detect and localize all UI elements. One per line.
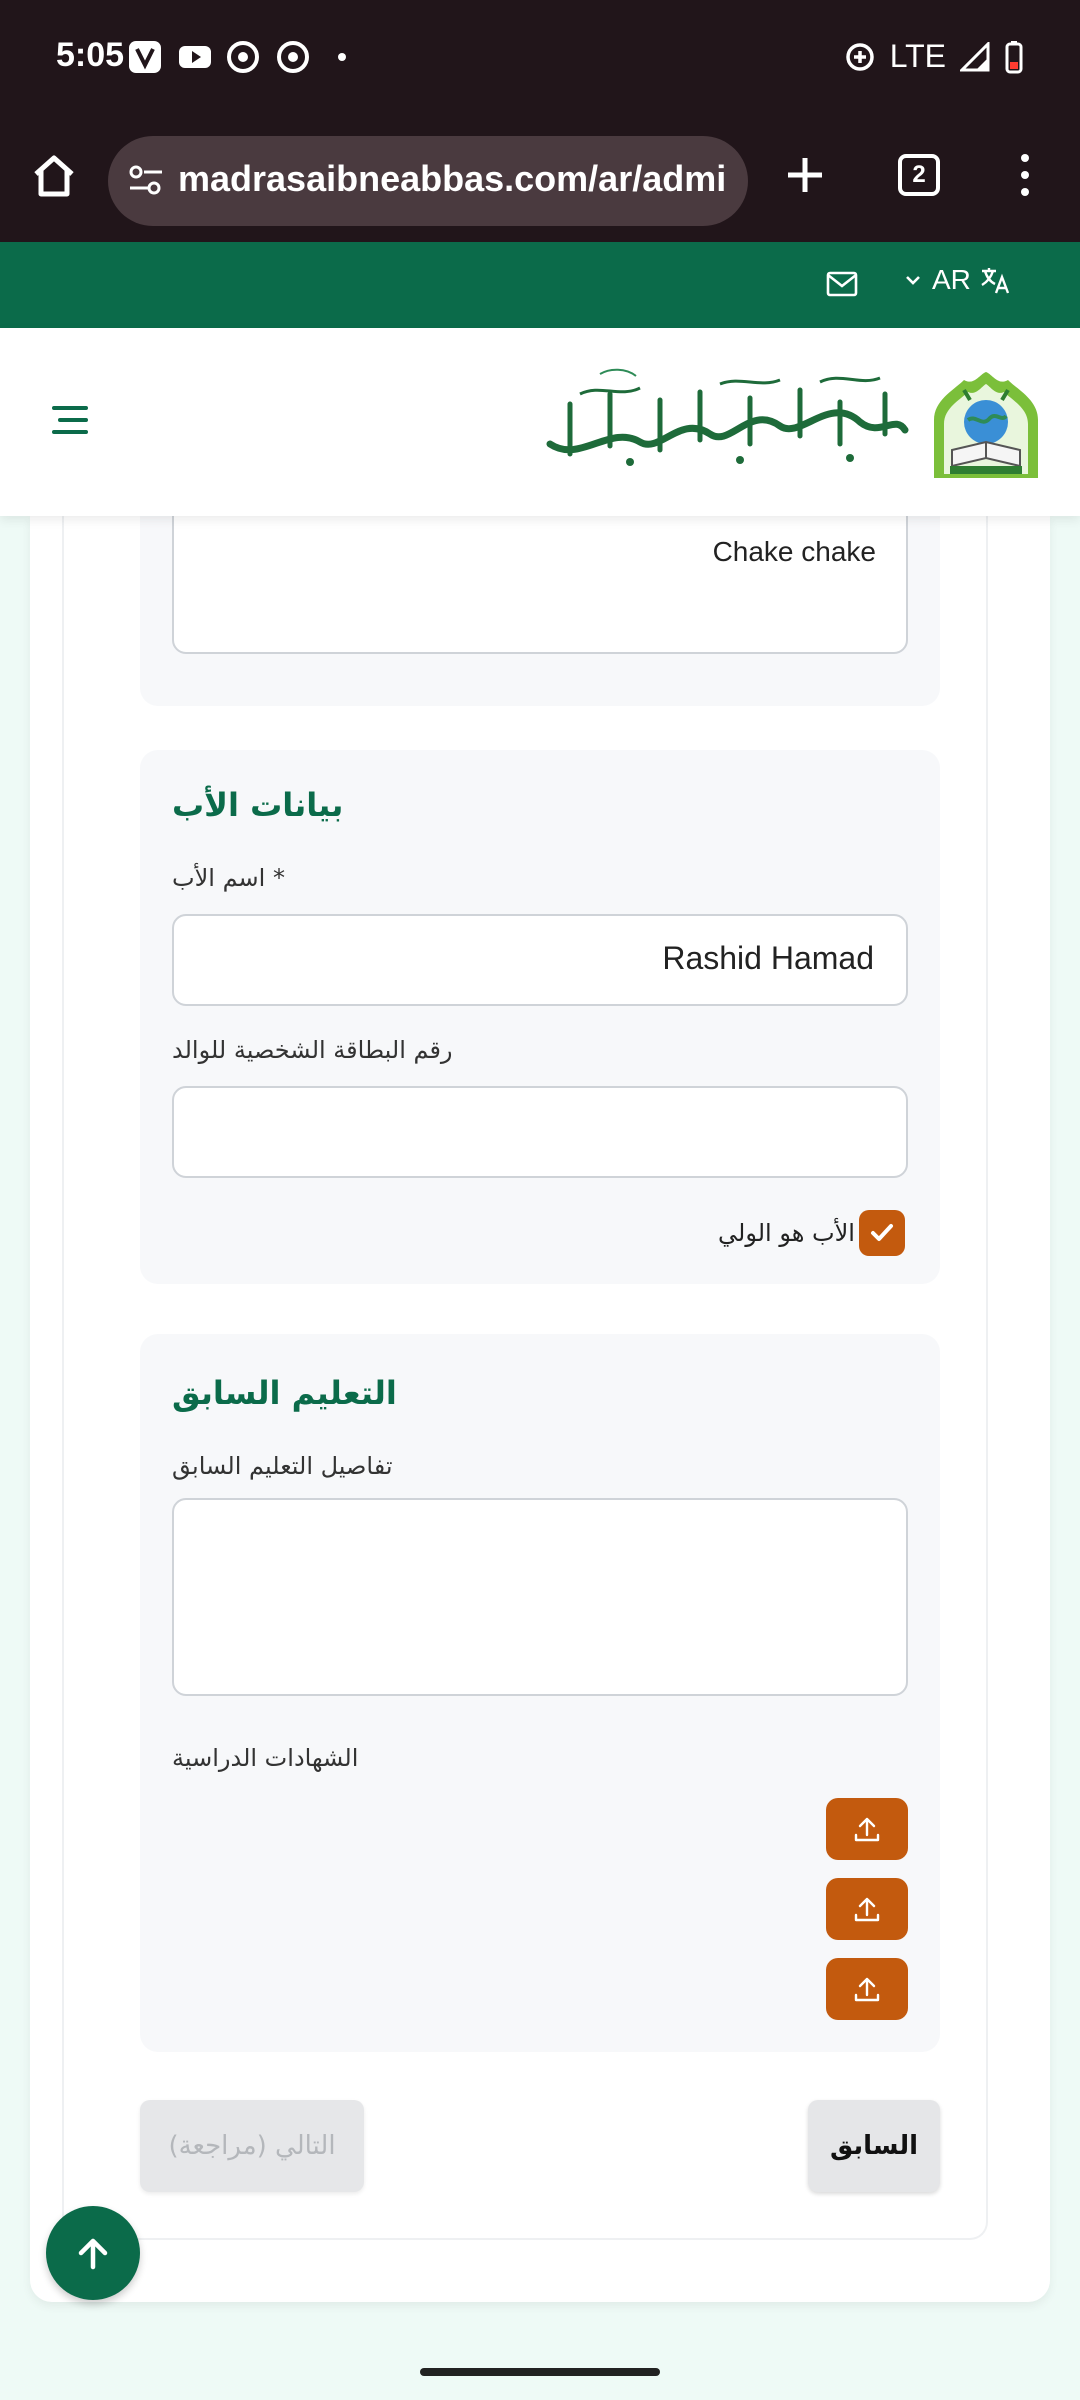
tab-switcher-button[interactable]: 2: [898, 154, 940, 196]
upload-icon: [851, 1893, 883, 1925]
upload-certificate-button-3[interactable]: [826, 1958, 908, 2020]
father-is-guardian-label: الأب هو الولي: [718, 1219, 855, 1247]
youtube-icon: [178, 40, 212, 74]
mail-icon[interactable]: [826, 270, 858, 298]
father-id-input[interactable]: [172, 1086, 908, 1178]
new-tab-icon[interactable]: [780, 150, 830, 200]
father-id-label: رقم البطاقة الشخصية للوالد: [172, 1036, 453, 1064]
url-text: madrasaibneabbas.com/ar/admi: [178, 158, 727, 199]
upload-icon: [851, 1973, 883, 2005]
status-bar: [0, 0, 1080, 120]
upload-certificate-button-2[interactable]: [826, 1878, 908, 1940]
vpn-app-icon: [128, 40, 162, 74]
scroll-to-top-button[interactable]: [46, 2206, 140, 2300]
notification-dot-icon: [334, 40, 368, 74]
upload-icon: [851, 1813, 883, 1845]
education-section-title: التعليم السابق: [172, 1374, 397, 1412]
school-emblem-logo: [924, 370, 1048, 480]
browser-toolbar: [0, 120, 1080, 242]
checkmark-icon: [867, 1218, 897, 1248]
father-name-label: اسم الأب *: [172, 864, 285, 892]
address-bar[interactable]: [108, 136, 748, 226]
father-data-section: [140, 750, 940, 1284]
home-icon[interactable]: [28, 150, 80, 202]
father-name-input[interactable]: [172, 914, 908, 1006]
chevron-down-icon: [902, 269, 924, 291]
status-time: 5:05: [56, 36, 125, 74]
next-review-button[interactable]: التالي (مراجعة): [140, 2100, 364, 2192]
data-saver-icon: [844, 41, 876, 73]
education-details-textarea[interactable]: [172, 1498, 908, 1696]
father-is-guardian-row: [718, 1210, 905, 1256]
translate-icon: [979, 264, 1011, 296]
language-code: AR: [932, 264, 971, 295]
previous-education-section: [140, 1334, 940, 2052]
network-type: LTE: [889, 38, 946, 74]
father-section-title: بيانات الأب: [172, 786, 344, 824]
school-calligraphy-logo: [540, 364, 910, 474]
previous-button[interactable]: السابق: [808, 2100, 940, 2192]
status-right-group: [844, 38, 1024, 75]
upload-certificate-button-1[interactable]: [826, 1798, 908, 1860]
hamburger-menu-icon[interactable]: [50, 402, 90, 438]
chrome-icon: [226, 40, 260, 74]
certificates-label: الشهادات الدراسية: [172, 1744, 359, 1772]
more-options-icon[interactable]: [1010, 150, 1040, 200]
gesture-navigation-bar[interactable]: [420, 2368, 660, 2376]
battery-icon: [1004, 40, 1024, 74]
signal-icon: [960, 42, 990, 72]
site-settings-icon[interactable]: [126, 160, 166, 200]
father-is-guardian-checkbox[interactable]: [859, 1210, 905, 1256]
father-name-value: Rashid Hamad: [662, 940, 874, 976]
language-switcher[interactable]: [902, 264, 1011, 296]
site-header: [0, 328, 1080, 516]
chrome-icon-2: [276, 40, 310, 74]
arrow-up-icon: [73, 2233, 113, 2273]
education-details-label: تفاصيل التعليم السابق: [172, 1452, 393, 1480]
site-topbar: [0, 242, 1080, 328]
address-value: Chake chake: [712, 536, 876, 567]
